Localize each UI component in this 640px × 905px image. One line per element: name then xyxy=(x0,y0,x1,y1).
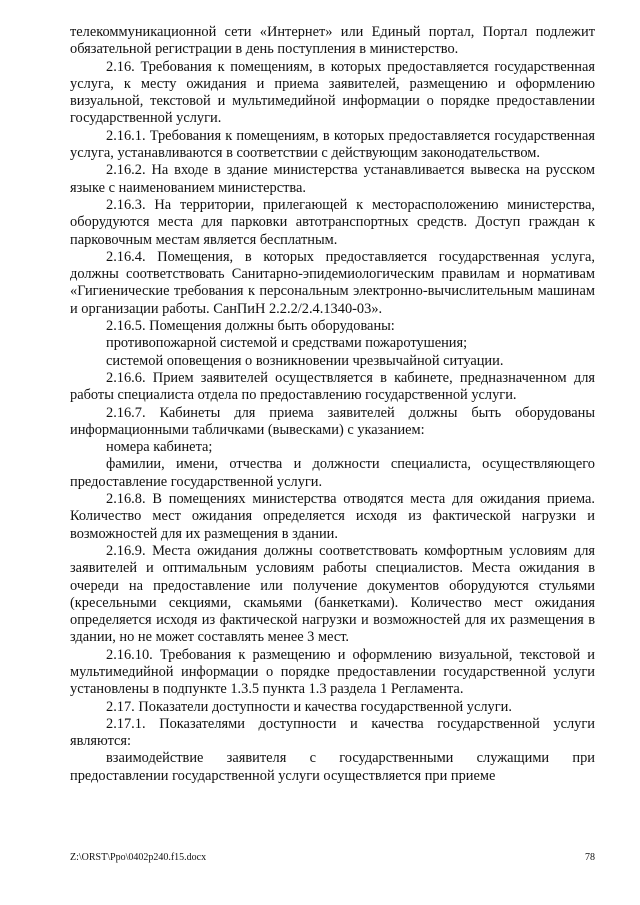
paragraph: системой оповещения о возникновении чрезвычайной ситуации. xyxy=(106,352,504,369)
paragraph: 2.16.7. Кабинеты для приема заявителей должны быть оборудованы информационными табличками (вывесками) с указанием: xyxy=(70,404,595,438)
page-footer xyxy=(70,852,595,863)
paragraph: 2.16.8. В помещениях министерства отводятся места для ожидания приема. Количество мест ожидания определяется исходя из фактической нагрузки и возможностей для их размещения в здании. xyxy=(70,491,595,542)
paragraph: 2.16.10. Требования к размещению и оформлению визуальной, текстовой и мультимедийной информации о порядке предоставлении государственной услуги установлены в подпункте 1.3.5 пункта 1.3 раздела 1 Регламента. xyxy=(70,646,595,698)
paragraph: 2.16.5. Помещения должны быть оборудованы: xyxy=(106,318,395,335)
paragraph: 2.16.6. Прием заявителей осуществляется в кабинете, предназначенном для работы специалиста отдела по предоставлению государственной услуги. xyxy=(70,369,595,404)
paragraph: номера кабинета; xyxy=(106,439,213,456)
file-path: Z:\ORST\Ppo\0402p240.f15.docx xyxy=(70,852,207,863)
page-number: 78 xyxy=(585,852,595,863)
paragraph: 2.16.3. На территории, прилегающей к месторасположению министерства, оборудуются места для парковки автотранспортных средств. Доступ граждан к парковочным местам является бесплатным. xyxy=(70,196,595,248)
paragraph: 2.16. Требования к помещениям, в которых предоставляется государственная услуга, к месту ожидания и приема заявителей, размещению и оформлению визуальной, текстовой и мультимедийной информации о порядке предоставлении государственной услуги. xyxy=(70,58,595,127)
paragraph: 2.17.1. Показателями доступности и качества государственной услуги являются: xyxy=(70,715,595,750)
paragraph: взаимодействие заявителя с государственными служащими при предоставлении государственной услуги осуществляется при приеме xyxy=(70,750,595,784)
paragraph: противопожарной системой и средствами пожаротушения; xyxy=(106,335,468,352)
paragraph: фамилии, имени, отчества и должности специалиста, осуществляющего предоставление государственной услуги. xyxy=(70,456,595,490)
paragraph: 2.17. Показатели доступности и качества государственной услуги. xyxy=(106,698,512,715)
paragraph: 2.16.4. Помещения, в которых предоставляется государственная услуга, должны соответствовать Санитарно-эпидемиологическим правилам и нормативам «Гигиенические требования к персональным электронно-вычислительным машинам и организации работы. СанПиН 2.2.2/2.4.1340-03». xyxy=(70,248,595,317)
body-text xyxy=(70,24,595,785)
paragraph: телекоммуникационной сети «Интернет» или Единый портал, Портал подлежит обязательной регистрации в день поступления в министерство. xyxy=(70,24,595,58)
paragraph: 2.16.2. На входе в здание министерства устанавливается вывеска на русском языке с наименованием министерства. xyxy=(70,162,595,196)
paragraph: 2.16.9. Места ожидания должны соответствовать комфортным условиям для заявителей и оптимальным условиям работы специалистов. Места ожидания в очереди на предоставление или получение документов оборудуются стульями (кресельными секциями, скамьями (банкетками). Количество мест ожидания определяется исходя из фактической нагрузки и возможностей для их размещения в здании, но не может составлять менее 3 мест. xyxy=(70,542,595,646)
paragraph: 2.16.1. Требования к помещениям, в которых предоставляется государственная услуга, устанавливаются в соответствии с действующим законодательством. xyxy=(70,127,595,162)
